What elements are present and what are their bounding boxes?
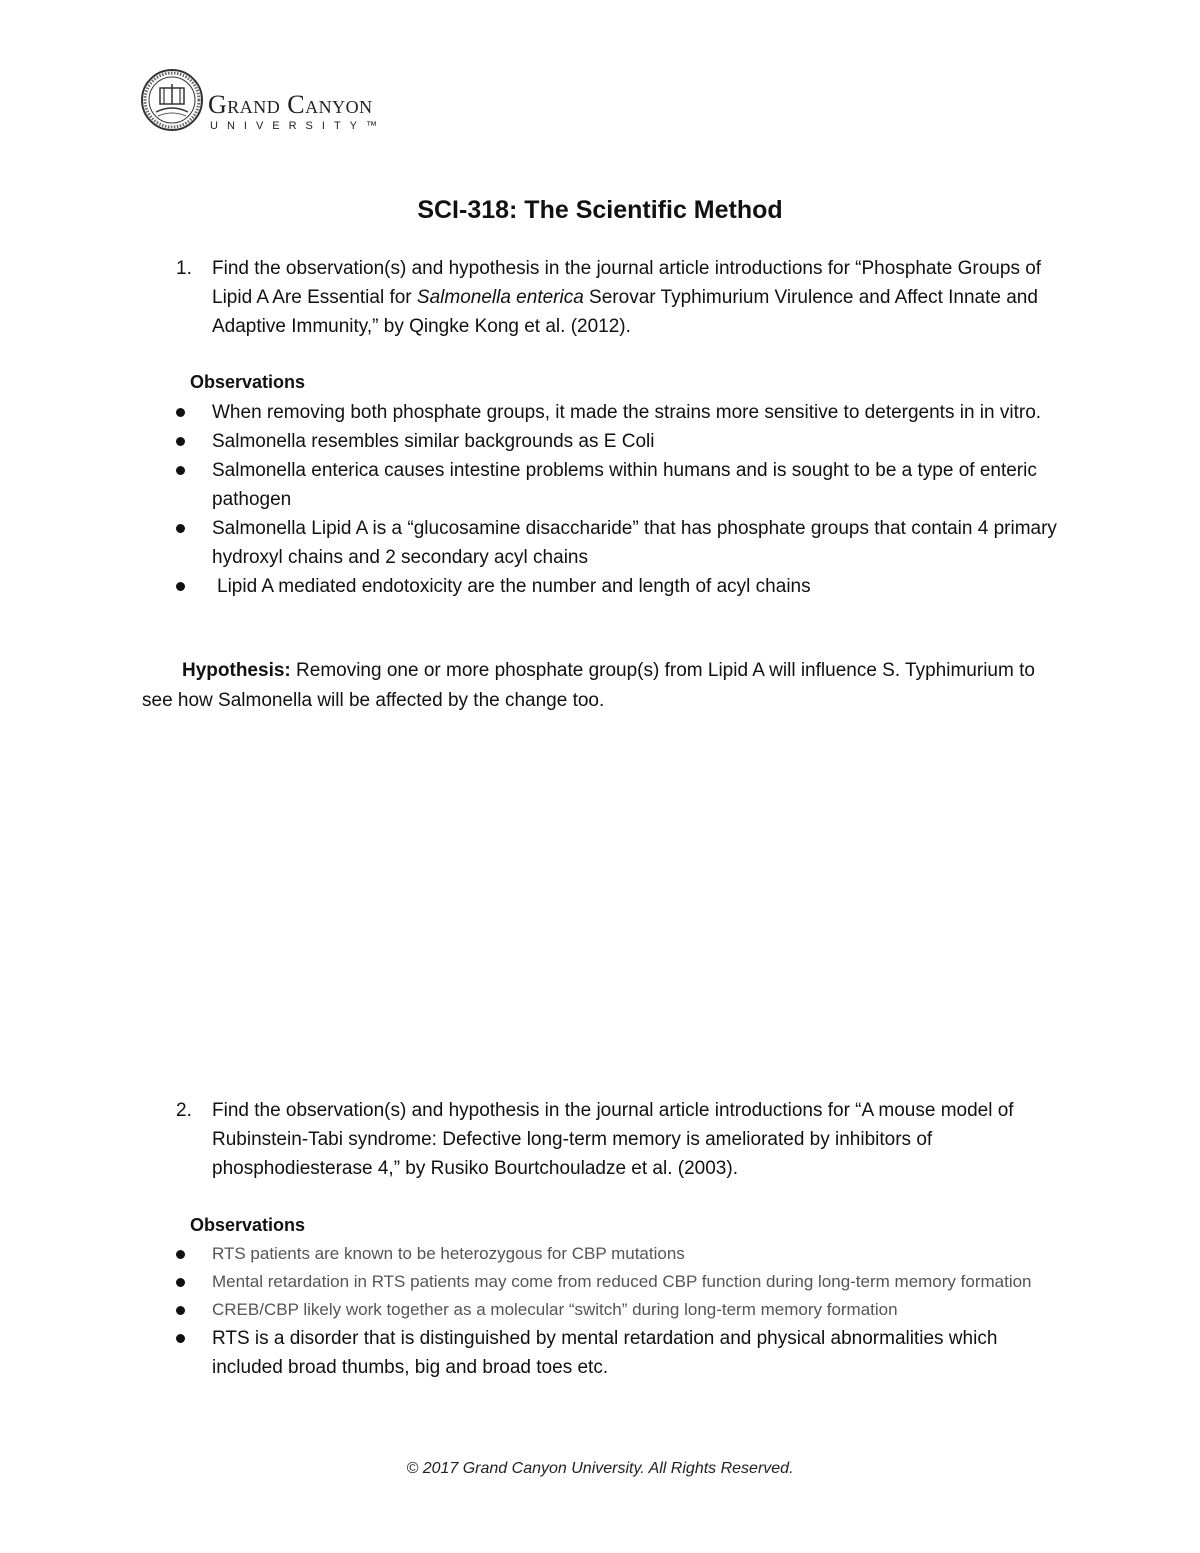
question-1-text [212,254,1076,341]
bullet-icon [176,466,185,475]
question-2-number: 2. [176,1100,192,1121]
observation-text: Salmonella enterica causes intestine problems within humans and is sought to be a type of enteric pathogen [212,460,1037,510]
observations-heading-1: Observations [190,372,306,392]
footer-copyright: © 2017 Grand Canyon University. All Rights Reserved. [406,1460,794,1477]
observation-text: Mental retardation in RTS patients may come from reduced CBP function during long-term memory formation [212,1272,1032,1291]
question-1 [176,254,1076,341]
university-logo [140,68,440,134]
bullet-icon [176,408,185,417]
observation-text: Salmonella Lipid A is a “glucosamine disaccharide” that has phosphate groups that contain 4 primary hydroxyl chains and 2 secondary acyl chains [212,518,1057,568]
hypothesis-1 [142,656,1042,716]
observation-text: Salmonella resembles similar backgrounds as E Coli [212,431,655,452]
observation-text: When removing both phosphate groups, it made the strains more sensitive to detergents in in vitro. [212,402,1042,423]
observation-text: CREB/CBP likely work together as a molecular “switch” during long-term memory formation [212,1300,898,1319]
page-title: SCI-318: The Scientific Method [417,196,783,224]
bullet-icon [176,582,185,591]
list-item [176,1296,1066,1324]
bullet-icon [176,524,185,533]
question-1-number: 1. [176,258,192,279]
bullet-icon [176,1250,185,1259]
logo-name: Grand Canyon [208,90,373,119]
list-item [176,456,1066,514]
observation-text: Lipid A mediated endotoxicity are the number and length of acyl chains [217,576,811,597]
observation-text: RTS is a disorder that is distinguished by mental retardation and physical abnormalities which included broad thumbs, big and broad toes etc. [212,1328,998,1378]
university-seal-icon [140,68,204,132]
list-item [176,1268,1066,1296]
question-1-text-part: Serovar Typhimurium Virulence and Affect Innate and Adaptive Immunity,” by Qingke Kong et al. (2012). [212,287,1038,337]
list-item [176,514,1066,572]
bullet-icon [176,1334,185,1343]
bullet-icon [176,1306,185,1315]
list-item [176,1240,1066,1268]
observation-text: RTS patients are known to be heterozygous for CBP mutations [212,1244,685,1263]
hypothesis-text: Removing one or more phosphate group(s) from Lipid A will influence S. Typhimurium to see how Salmonella will be affected by the change too. [142,660,1035,711]
bullet-icon [176,1278,185,1287]
bullet-icon [176,437,185,446]
hypothesis-label: Hypothesis: [182,660,291,681]
list-item [176,1324,1066,1382]
question-2 [176,1096,1076,1183]
observations-heading-2: Observations [190,1215,306,1235]
question-2-text: Find the observation(s) and hypothesis in the journal article introductions for “A mouse model of Rubinstein-Tabi syndrome: Defective long-term memory is ameliorated by inhibitors of phosphodiesterase 4,” by Rusiko Bourtchouladze et al. (2003). [212,1100,1014,1179]
list-item [176,398,1066,427]
observations-list-2 [176,1240,1066,1382]
logo-subtitle: UNIVERSITY™ [210,120,387,132]
observations-list-1 [176,398,1066,601]
list-item [176,427,1066,456]
question-1-italic-species: Salmonella enterica [416,287,584,308]
question-1-text-part: Find the observation(s) and hypothesis in the journal article introductions for “Phosphate Groups of Lipid A Are Essential for [212,258,1042,308]
list-item [176,572,1066,601]
